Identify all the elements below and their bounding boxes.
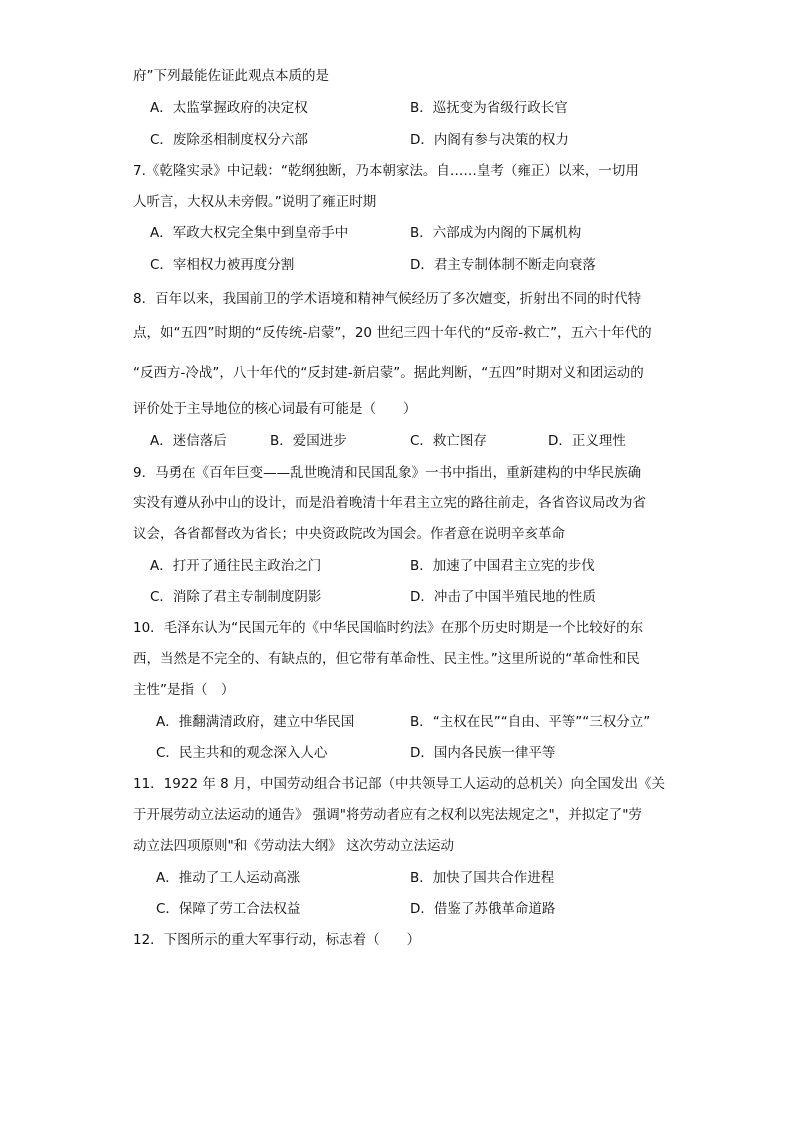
q10-option-c: C．民主共和的观念深入人心 (156, 745, 328, 761)
q7-stem-line: 7.《乾隆实录》中记载：“乾纲独断，乃本朝家法。自……皇考（雍正）以来，一切用 (133, 163, 639, 179)
q6-stem: 府”下列最能佐证此观点本质的是 (133, 68, 329, 84)
q10-stem-line: 10．毛泽东认为“民国元年的《中华民国临时约法》在那个历史时期是一个比较好的东 (133, 620, 644, 636)
q10-option-a: A．推翻满清政府，建立中华民国 (156, 714, 355, 730)
q11-stem-line: 11．1922 年 8 月，中国劳动组合书记部（中共领导工人运动的总机关）向全国发出《关 (133, 776, 665, 792)
q11-option-d: D．借鉴了苏俄革命道路 (410, 901, 556, 917)
q9-option-a: A．打开了通往民主政治之门 (150, 558, 322, 574)
q8-option-c: C．救亡图存 (410, 433, 487, 449)
q6-option-b: B．巡抚变为省级行政长官 (410, 100, 568, 116)
q7-option-a: A．军政大权完全集中到皇帝手中 (150, 225, 349, 241)
q6-option-c: C．废除丞相制度权分六部 (150, 132, 308, 148)
q7-stem-line: 人听言，大权从未旁假。”说明了雍正时期 (133, 194, 377, 210)
q8-option-b: B．爱国进步 (270, 433, 347, 449)
q12-stem: 12．下图所示的重大军事行动，标志着（ ） (133, 932, 421, 948)
q9-stem-line: 议会，各省都督改为省长；中央资政院改为国会。作者意在说明辛亥革命 (133, 526, 565, 542)
q9-stem-line: 实没有遵从孙中山的设计，而是沿着晚清十年君主立宪的路往前走，各省咨议局改为省 (133, 495, 646, 511)
q8-stem-line: 评价处于主导地位的核心词最有可能是（ ） (133, 401, 417, 417)
q9-option-b: B．加速了中国君主立宪的步伐 (410, 558, 595, 574)
q11-option-c: C．保障了劳工合法权益 (156, 901, 301, 917)
q11-option-a: A．推动了工人运动高涨 (156, 870, 301, 886)
q6-option-d: D．内阁有参与决策的权力 (410, 132, 569, 148)
q7-option-c: C．宰相权力被再度分割 (150, 257, 295, 273)
q7-option-d: D．君主专制体制不断走向衰落 (410, 257, 596, 273)
q11-stem-line: 动立法四项原则"和《劳动法大纲》 这次劳动立法运动 (133, 838, 455, 854)
q11-stem-line: 于开展劳动立法运动的通告》 强调"将劳动者应有之权利以宪法规定之"，并拟定了"劳 (133, 807, 642, 823)
q7-option-b: B．六部成为内阁的下属机构 (410, 225, 582, 241)
q8-option-a: A．迷信落后 (150, 433, 227, 449)
q6-option-a: A．太监掌握政府的决定权 (150, 100, 308, 116)
q10-option-d: D．国内各民族一律平等 (410, 745, 556, 761)
q8-option-d: D．正义理性 (548, 433, 626, 449)
q10-stem-line: 主性”是指（ ） (133, 682, 235, 698)
q8-stem-line: “反西方-冷战”，八十年代的“反封建-新启蒙”。据此判断，“五四”时期对义和团运动的 (133, 365, 644, 381)
q8-stem-line: 点，如“五四”时期的“反传统-启蒙”，20 世纪三四十年代的“反帝-救亡”，五六十年代的 (133, 325, 652, 341)
q11-option-b: B．加快了国共合作进程 (410, 870, 555, 886)
q9-stem-line: 9．马勇在《百年巨变——乱世晚清和民国乱象》一书中指出，重新建构的中华民族确 (133, 465, 642, 481)
q10-stem-line: 西，当然是不完全的、有缺点的，但它带有革命性、民主性。”这里所说的“革命性和民 (133, 651, 640, 667)
q10-option-b: B．“主权在民”“自由、平等”“三权分立” (410, 714, 651, 730)
q8-stem-line: 8．百年以来，我国前卫的学术语境和精神气候经历了多次嬗变，折射出不同的时代特 (133, 291, 642, 307)
q9-option-c: C．消除了君主专制制度阴影 (150, 589, 322, 605)
q9-option-d: D．冲击了中国半殖民地的性质 (410, 589, 596, 605)
